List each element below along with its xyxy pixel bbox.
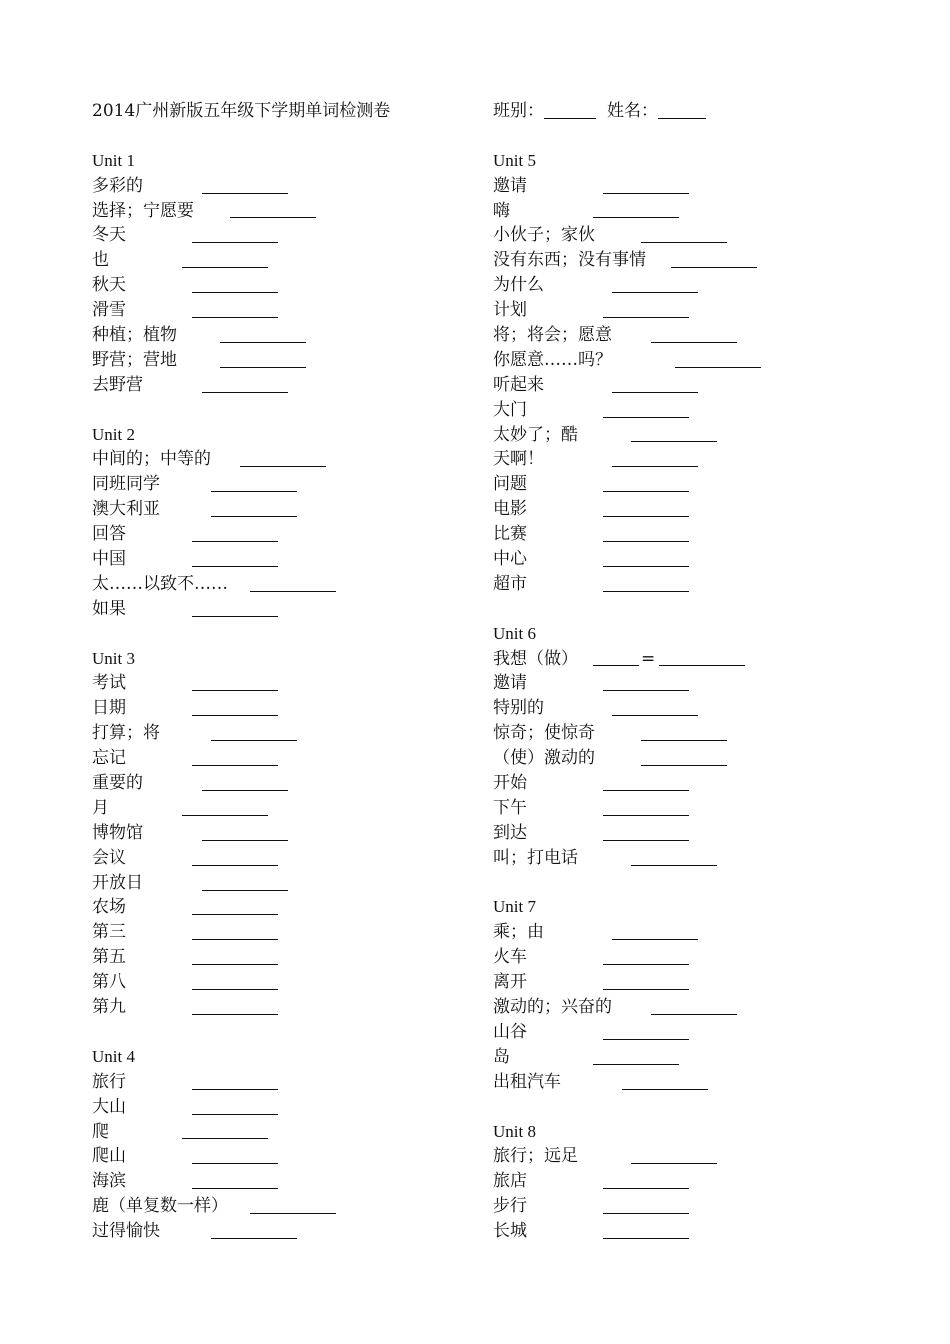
vocab-row [92,920,472,945]
vocab-row [92,223,472,248]
answer-blank[interactable] [192,963,278,965]
answer-blank[interactable] [603,515,689,517]
equals-sign: = [641,648,656,669]
vocab-row [92,671,472,696]
vocab-term: 嗨 [493,200,510,221]
answer-blank[interactable] [593,216,679,218]
vocab-row [493,945,913,970]
name-label: 姓名： [607,100,658,121]
vocab-row [493,398,913,423]
vocab-row [493,447,913,472]
vocab-term: 下午 [493,797,527,818]
vocab-row [493,671,913,696]
answer-blank[interactable] [593,1063,679,1065]
vocab-row [92,771,472,796]
vocab-row [92,896,472,921]
vocab-term: 我想（做） [493,648,578,669]
answer-blank[interactable] [651,1013,737,1015]
vocab-term: 旅行 [92,1071,126,1092]
class-label: 班别： [493,100,544,121]
answer-blank[interactable] [220,341,306,343]
vocab-row [92,323,472,348]
vocab-term: 中间的；中等的 [92,449,211,470]
vocab-term: 开放日 [92,872,143,893]
vocab-row [92,547,472,572]
answer-blank[interactable] [675,366,761,368]
answer-blank[interactable] [631,1162,717,1164]
vocab-row [92,447,472,472]
answer-blank[interactable] [182,1137,268,1139]
answer-blank[interactable] [603,416,689,418]
vocab-row [92,696,472,721]
vocab-term: 第三 [92,922,126,943]
vocab-term: 海滨 [92,1171,126,1192]
vocab-term: 你愿意……吗？ [493,349,612,370]
answer-blank[interactable] [202,789,288,791]
vocab-row [92,199,472,224]
vocab-term: 农场 [92,897,126,918]
answer-blank[interactable] [612,391,698,393]
vocab-row [92,472,472,497]
unit-heading: Unit 7 [493,897,536,917]
answer-blank[interactable] [603,963,689,965]
answer-blank[interactable] [202,192,288,194]
answer-blank[interactable] [603,1038,689,1040]
answer-blank[interactable] [211,515,297,517]
unit-heading: Unit 8 [493,1121,536,1141]
vocab-row [92,348,472,373]
answer-blank[interactable] [603,192,689,194]
vocab-row [92,1219,472,1244]
vocab-row [493,497,913,522]
vocab-row [92,945,472,970]
vocab-term: 第九 [92,997,126,1018]
vocab-row [493,771,913,796]
answer-blank[interactable] [603,1212,689,1214]
vocab-term: 第八 [92,972,126,993]
answer-blank[interactable] [192,1113,278,1115]
answer-blank[interactable] [211,490,297,492]
vocab-row [493,1194,913,1219]
worksheet-title-row [92,99,472,124]
vocab-row [493,995,913,1020]
answer-blank[interactable] [211,1237,297,1239]
vocab-term: 出租汽车 [493,1071,561,1092]
answer-blank[interactable] [192,1187,278,1189]
answer-blank[interactable] [622,1088,708,1090]
vocab-term: 滑雪 [92,300,126,321]
vocab-row [92,970,472,995]
vocab-row [92,497,472,522]
vocab-term: 乘；由 [493,922,544,943]
answer-blank[interactable] [631,440,717,442]
vocab-row [92,572,472,597]
vocab-term: 选择；宁愿要 [92,200,194,221]
vocab-row [493,721,913,746]
vocab-term: 过得愉快 [92,1221,160,1242]
vocab-row [493,920,913,945]
answer-blank[interactable] [192,316,278,318]
vocab-term: 会议 [92,847,126,868]
vocab-term: 电影 [493,499,527,520]
unit-heading: Unit 1 [92,150,135,170]
vocab-row [92,373,472,398]
vocab-term: 太……以致不…… [92,573,228,594]
right-column [493,99,913,1244]
vocab-term: （使）激动的 [493,748,595,769]
vocab-term: 旅行；远足 [493,1146,578,1167]
unit-heading: Unit 5 [493,150,536,170]
answer-blank[interactable] [603,590,689,592]
worksheet-title: 2014广州新版五年级下学期单词检测卷 [92,100,391,121]
vocab-row [493,647,913,672]
vocab-term: 离开 [493,972,527,993]
vocab-row [92,522,472,547]
vocab-row [92,1169,472,1194]
vocab-row [92,248,472,273]
vocab-term: 种植；植物 [92,325,177,345]
vocab-row [92,1144,472,1169]
vocab-row [493,547,913,572]
vocab-row [493,373,913,398]
vocab-row [493,174,913,199]
vocab-row [92,821,472,846]
answer-blank[interactable] [192,864,278,866]
vocab-row [493,472,913,497]
vocab-row [493,223,913,248]
vocab-row [92,1194,472,1219]
answer-blank[interactable] [603,490,689,492]
vocab-term: 天啊！ [493,449,544,470]
vocab-row [493,1045,913,1070]
vocab-row [493,298,913,323]
vocab-term: 邀请 [493,175,527,196]
vocab-term: 鹿（单复数一样） [92,1196,228,1217]
vocab-row [493,323,913,348]
vocab-term: 超市 [493,573,527,594]
vocab-term: 同班同学 [92,474,160,495]
vocab-term: 秋天 [92,275,126,296]
left-column [92,99,472,1244]
vocab-term: 听起来 [493,374,544,395]
vocab-term: 澳大利亚 [92,499,160,520]
answer-blank[interactable] [641,241,727,243]
answer-blank[interactable] [671,266,757,268]
vocab-row [493,199,913,224]
student-info-row [493,99,913,124]
vocab-term: 回答 [92,524,126,545]
vocab-term: 火车 [493,947,527,968]
unit-heading: Unit 6 [493,623,536,643]
vocab-row [92,871,472,896]
unit-heading: Unit 2 [92,424,135,444]
vocab-row [493,1219,913,1244]
vocab-term: 长城 [493,1221,527,1242]
vocab-row [92,995,472,1020]
answer-blank[interactable] [192,1088,278,1090]
answer-blank[interactable] [250,590,336,592]
vocab-row [92,298,472,323]
vocab-row [92,746,472,771]
answer-blank[interactable] [641,764,727,766]
answer-blank[interactable] [192,714,278,716]
left-units [92,149,472,1244]
vocab-term: 月 [92,797,109,818]
vocab-term: 特别的 [493,698,544,719]
answer-blank[interactable] [603,1187,689,1189]
vocab-row [92,796,472,821]
vocab-term: 去野营 [92,374,143,395]
unit-heading: Unit 3 [92,648,135,668]
answer-blank[interactable] [603,839,689,841]
answer-blank[interactable] [220,366,306,368]
vocab-term: 山谷 [493,1021,527,1042]
vocab-term: 第五 [92,947,126,968]
answer-blank[interactable] [603,689,689,691]
answer-blank[interactable] [192,764,278,766]
vocab-term: 冬天 [92,225,126,246]
answer-blank[interactable] [182,266,268,268]
answer-blank[interactable] [612,714,698,716]
answer-blank[interactable] [192,615,278,617]
vocab-row [92,1120,472,1145]
vocab-row [493,1020,913,1045]
vocab-term: 爬 [92,1121,109,1142]
answer-blank[interactable] [192,241,278,243]
answer-blank[interactable] [641,739,727,741]
answer-blank[interactable] [192,913,278,915]
vocab-row [493,1070,913,1095]
vocab-row [493,572,913,597]
vocab-term: 旅店 [493,1171,527,1192]
answer-blank[interactable] [192,565,278,567]
vocab-term: 为什么 [493,275,544,296]
answer-blank[interactable] [192,1013,278,1015]
answer-blank[interactable] [612,465,698,467]
answer-blank[interactable] [202,889,288,891]
vocab-term: 爬山 [92,1146,126,1167]
answer-blank[interactable] [250,1212,336,1214]
vocab-term: 小伙子；家伙 [493,225,595,246]
vocab-term: 没有东西；没有事情 [493,250,646,271]
vocab-row [493,821,913,846]
answer-blank[interactable] [603,789,689,791]
vocab-term: 比赛 [493,524,527,545]
vocab-term: 忘记 [92,748,126,769]
answer-blank[interactable] [651,341,737,343]
name-blank[interactable] [658,117,706,119]
vocab-term: 野营；营地 [92,349,177,370]
vocab-term: 重要的 [92,773,143,794]
answer-blank[interactable] [612,938,698,940]
vocab-term: 惊奇；使惊奇 [493,723,595,744]
vocab-term: 开始 [493,773,527,794]
vocab-term: 叫；打电话 [493,847,578,868]
vocab-term: 中国 [92,549,126,570]
vocab-term: 博物馆 [92,822,143,843]
vocab-row [92,721,472,746]
answer-blank[interactable] [659,664,745,666]
answer-blank[interactable] [192,1162,278,1164]
vocab-term: 大门 [493,399,527,420]
vocab-row [493,348,913,373]
vocab-row [92,174,472,199]
vocab-term: 多彩的 [92,175,143,196]
vocab-term: 大山 [92,1096,126,1117]
answer-blank[interactable] [593,664,639,666]
vocab-term: 计划 [493,300,527,321]
vocab-term: 打算；将 [92,723,160,744]
answer-blank[interactable] [192,540,278,542]
vocab-row [493,746,913,771]
vocab-row [92,846,472,871]
vocab-row [493,273,913,298]
answer-blank[interactable] [202,839,288,841]
vocab-row [493,522,913,547]
answer-blank[interactable] [192,988,278,990]
answer-blank[interactable] [192,938,278,940]
answer-blank[interactable] [603,1237,689,1239]
vocab-row [493,423,913,448]
vocab-term: 将；将会；愿意 [493,325,612,345]
answer-blank[interactable] [631,864,717,866]
answer-blank[interactable] [192,689,278,691]
class-blank[interactable] [544,117,596,119]
vocab-row [493,846,913,871]
vocab-row [493,970,913,995]
right-units [493,149,913,1244]
vocab-term: 太妙了；酷 [493,424,578,445]
vocab-term: 日期 [92,698,126,719]
answer-blank[interactable] [240,465,326,467]
answer-blank[interactable] [603,814,689,816]
vocab-term: 如果 [92,598,126,619]
vocab-term: 到达 [493,822,527,843]
answer-blank[interactable] [612,291,698,293]
vocab-row [493,248,913,273]
answer-blank[interactable] [182,814,268,816]
vocab-row [493,796,913,821]
answer-blank[interactable] [192,291,278,293]
vocab-term: 步行 [493,1196,527,1217]
vocab-row [493,1144,913,1169]
vocab-row [92,597,472,622]
vocab-row [493,696,913,721]
vocab-term: 也 [92,250,109,271]
vocab-term: 中心 [493,549,527,570]
vocab-term: 考试 [92,673,126,694]
answer-blank[interactable] [211,739,297,741]
answer-blank[interactable] [202,391,288,393]
answer-blank[interactable] [603,540,689,542]
vocab-term: 邀请 [493,673,527,694]
vocab-term: 激动的；兴奋的 [493,997,612,1018]
vocab-row [92,273,472,298]
vocab-term: 问题 [493,474,527,495]
answer-blank[interactable] [603,988,689,990]
answer-blank[interactable] [603,565,689,567]
vocab-row [92,1070,472,1095]
vocab-row [493,1169,913,1194]
unit-heading: Unit 4 [92,1046,135,1066]
vocab-row [92,1095,472,1120]
vocab-term: 岛 [493,1046,510,1067]
answer-blank[interactable] [603,316,689,318]
answer-blank[interactable] [230,216,316,218]
